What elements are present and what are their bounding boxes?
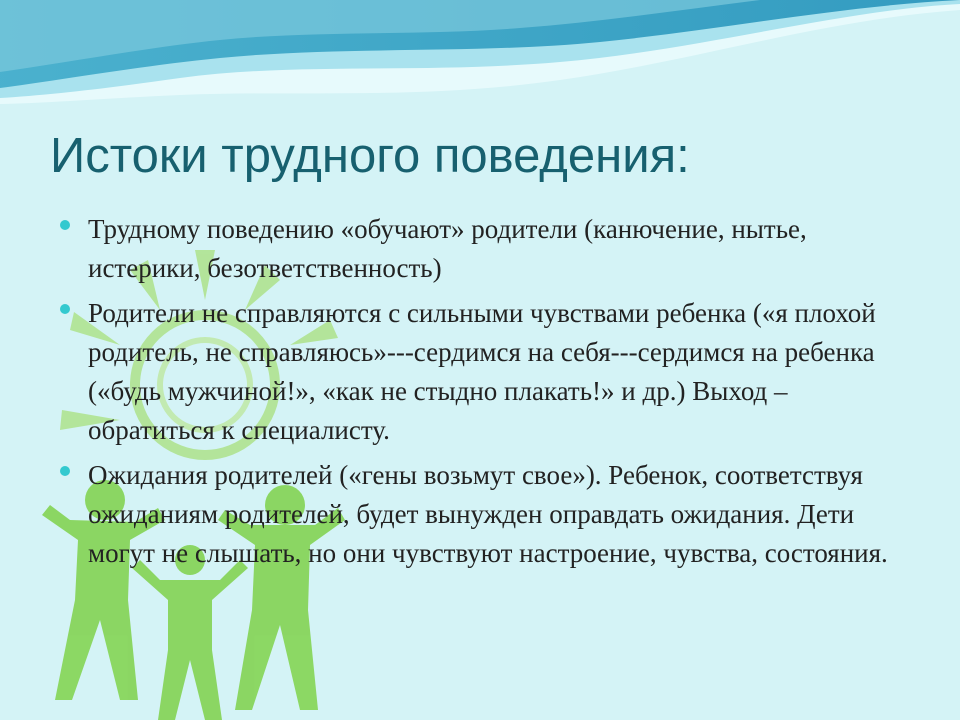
bullet-dot-icon bbox=[60, 466, 70, 476]
bullet-dot-icon bbox=[60, 220, 70, 230]
bullet-text: Родители не справляются с сильными чувствами ребенка («я плохой родитель, не справляюсь»---сердимся на себя---сердимся на ребенка («будь мужчиной!», «как не стыдно плакать!» и др.) Выход – обратиться к специалисту. bbox=[88, 298, 876, 445]
bullet-text: Ожидания родителей («гены возьмут свое»). Ребенок, соответствуя ожиданиям родителей, будет вынужден оправдать ожидания. Дети могут не слышать, но они чувствуют настроение, чувства, состояния. bbox=[88, 460, 888, 568]
header-wave-decoration bbox=[0, 0, 960, 104]
bullet-list bbox=[60, 210, 920, 579]
bullet-text: Трудному поведению «обучают» родители (канючение, нытье, истерики, безответственность) bbox=[88, 214, 807, 283]
bullet-item bbox=[60, 456, 920, 573]
bullet-item bbox=[60, 210, 920, 288]
bullet-item bbox=[60, 294, 920, 450]
bullet-dot-icon bbox=[60, 304, 70, 314]
slide-title: Истоки трудного поведения: bbox=[50, 129, 690, 183]
